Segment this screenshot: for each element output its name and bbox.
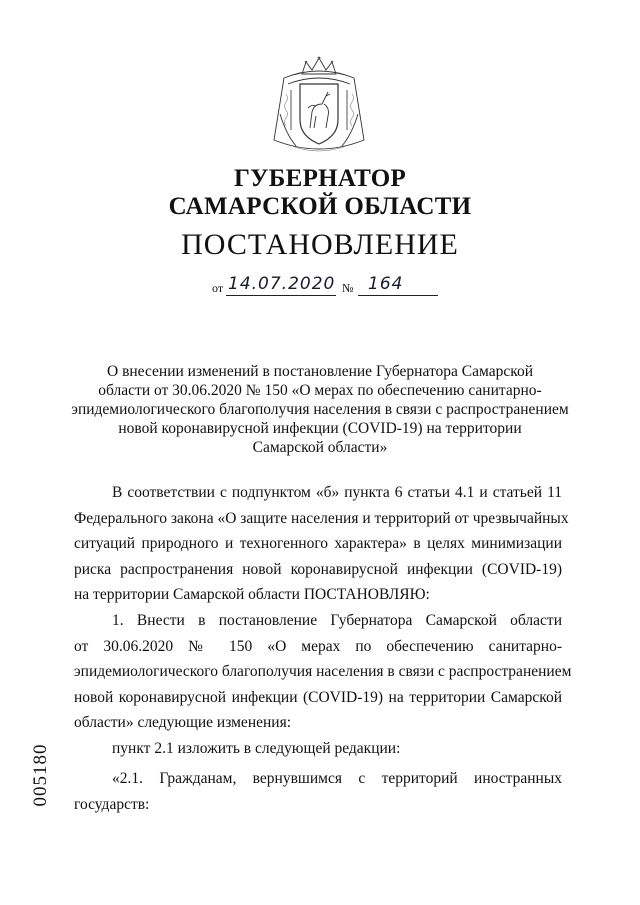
document-type-title: ПОСТАНОВЛЕНИЕ bbox=[181, 228, 459, 261]
issuer-title-line1: ГУБЕРНАТОР bbox=[233, 165, 407, 192]
subject-line: О внесении изменений в постановление Губернатора Самарской bbox=[107, 363, 533, 380]
issuer-title-line2: САМАРСКОЙ ОБЛАСТИ bbox=[168, 193, 472, 220]
item-2-1-paragraph bbox=[74, 766, 562, 817]
body-line: эпидемиологического благополучия населения в связи с распространением bbox=[74, 663, 572, 681]
preamble-paragraph bbox=[74, 480, 569, 608]
from-label: от bbox=[212, 281, 224, 295]
number-underline bbox=[358, 295, 438, 296]
body-line: пункт 2.1 изложить в следующей редакции: bbox=[112, 740, 401, 757]
item-1-paragraph bbox=[74, 608, 572, 736]
body-line: В соответствии с подпунктом «б» пункта 6 статьи 4.1 и статьей 11 bbox=[112, 484, 562, 501]
stamp-number: 005180 bbox=[30, 743, 51, 807]
body-line: Федерального закона «О защите населения и территорий от чрезвычайных bbox=[74, 509, 569, 527]
number-label: № bbox=[342, 281, 354, 295]
body-line: «2.1. Гражданам, вернувшимся с территорий иностранных bbox=[112, 770, 562, 787]
date-underline bbox=[226, 295, 336, 296]
body-line: от 30.06.2020 № 150 «О мерах по обеспечению санитарно- bbox=[74, 637, 562, 655]
subject-line: эпидемиологического благополучия населения в связи с распространением bbox=[71, 401, 569, 418]
body-line: ситуаций природного и техногенного характера» в целях минимизации bbox=[74, 535, 562, 553]
handwritten-date: 14.07.2020 bbox=[228, 274, 336, 294]
body-line: области» следующие изменения: bbox=[74, 714, 292, 732]
body-line: на территории Самарской области ПОСТАНОВЛЯЮ: bbox=[74, 586, 430, 604]
body-line: новой коронавирусной инфекции (COVID-19) на территории Самарской bbox=[74, 688, 562, 706]
document-subject bbox=[60, 362, 580, 457]
body-line: риска распространения новой коронавирусной инфекции (COVID-19) bbox=[74, 560, 562, 578]
side-registration-stamp bbox=[30, 745, 52, 805]
subject-line: Самарской области» bbox=[252, 439, 388, 456]
date-number-line bbox=[212, 274, 442, 298]
subject-line: области от 30.06.2020 № 150 «О мерах по обеспечению санитарно- bbox=[98, 382, 542, 399]
coat-of-arms-emblem bbox=[266, 54, 372, 158]
subject-line: новой коронавирусной инфекции (COVID-19) на территории bbox=[118, 420, 522, 437]
item-1-sub-paragraph bbox=[74, 736, 562, 762]
handwritten-number: 164 bbox=[368, 274, 404, 294]
body-line: государств: bbox=[74, 795, 150, 813]
body-line: 1. Внести в постановление Губернатора Самарской области bbox=[112, 612, 562, 629]
